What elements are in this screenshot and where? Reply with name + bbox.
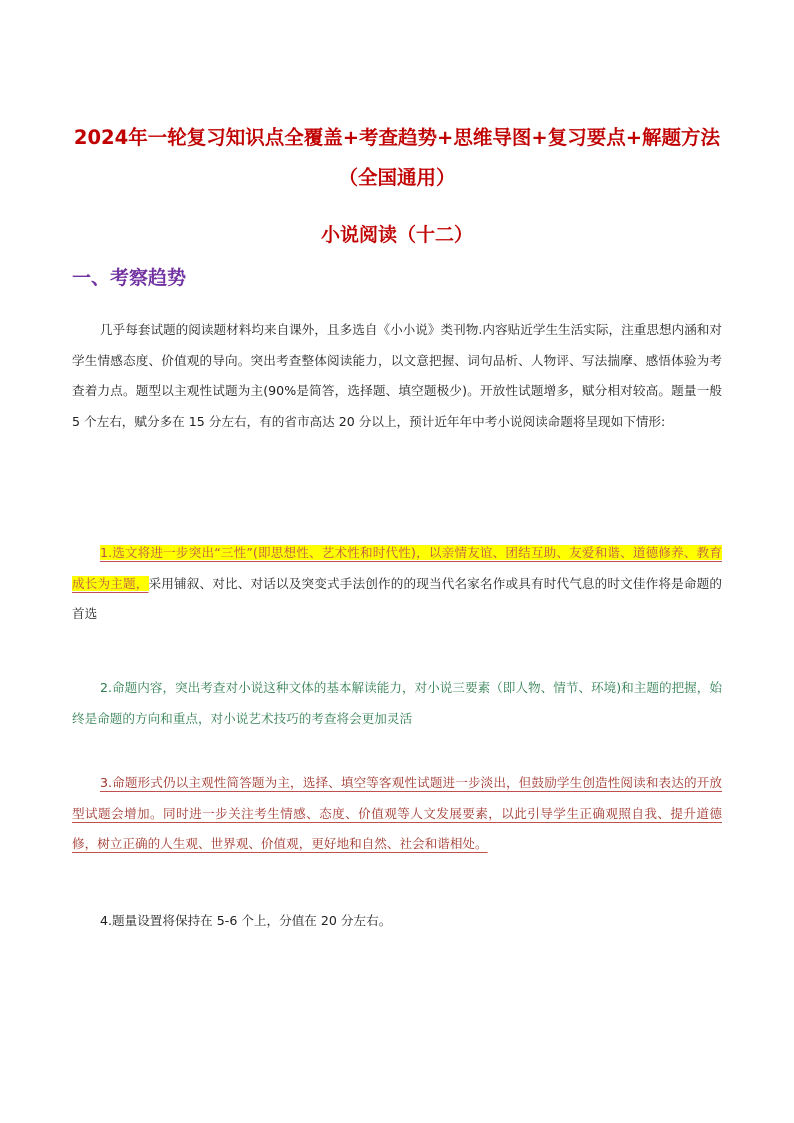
highlighted-text: 1.选文将进一步突出“三性”(即思想性、艺术性和时代性)，以亲情友谊、团结互助、友爱和谐、道德修养、教育成长为主题， — [72, 545, 722, 591]
paragraph-point-4: 4.题量设置将保持在 5-6 个上，分值在 20 分左右。 — [100, 913, 392, 928]
paragraph-point-3: 3.命题形式仍以主观性简答题为主，选择、填空等客观性试题进一步淡出，但鼓励学生创造性阅读和表达的开放型试题会增加。同时进一步关注考生情感、态度、价值观等人文发展要素，以此引导学生正确观照自我、提升道德修，树立正确的人生观、世界观、价值观，更好地和自然、社会和谐相处。 — [72, 775, 722, 851]
paragraph-point-1 — [72, 538, 722, 630]
paragraph-point-1-rest: 采用铺叙、对比、对话以及突变式手法创作的的现当代名家名作或具有时代气息的时文佳作将是命题的首选 — [72, 575, 723, 621]
paragraph-intro: 几乎每套试题的阅读题材料均来自课外，且多选自《小小说》类刊物.内容贴近学生生活实际，注重思想内涵和对学生情感态度、价值观的导向。突出考查整体阅读能力，以文意把握、词句品析、人物评、写法揣摩、感悟体验为考查着力点。题型以主观性试题为主(90%是简答，选择题、填空题极少)。开放性试题增多，赋分相对较高。题量一般 5 个左右，赋分多在 15 分左右，有的省市高达 20 分以上，预计近年年中考小说阅读命题将呈现如下情形: — [72, 322, 722, 429]
document-subtitle: 小说阅读（十二） — [320, 224, 473, 246]
section-heading: 一、考察趋势 — [72, 267, 187, 289]
paragraph-point-2: 2.命题内容，突出考查对小说这种文体的基本解读能力，对小说三要素（即人物、情节、环境)和主题的把握，始终是命题的方向和重点，对小说艺术技巧的考查将会更加灵活 — [72, 680, 722, 726]
document-title: 2024年一轮复习知识点全覆盖+考查趋势+思维导图+复习要点+解题方法（全国通用） — [73, 126, 721, 189]
